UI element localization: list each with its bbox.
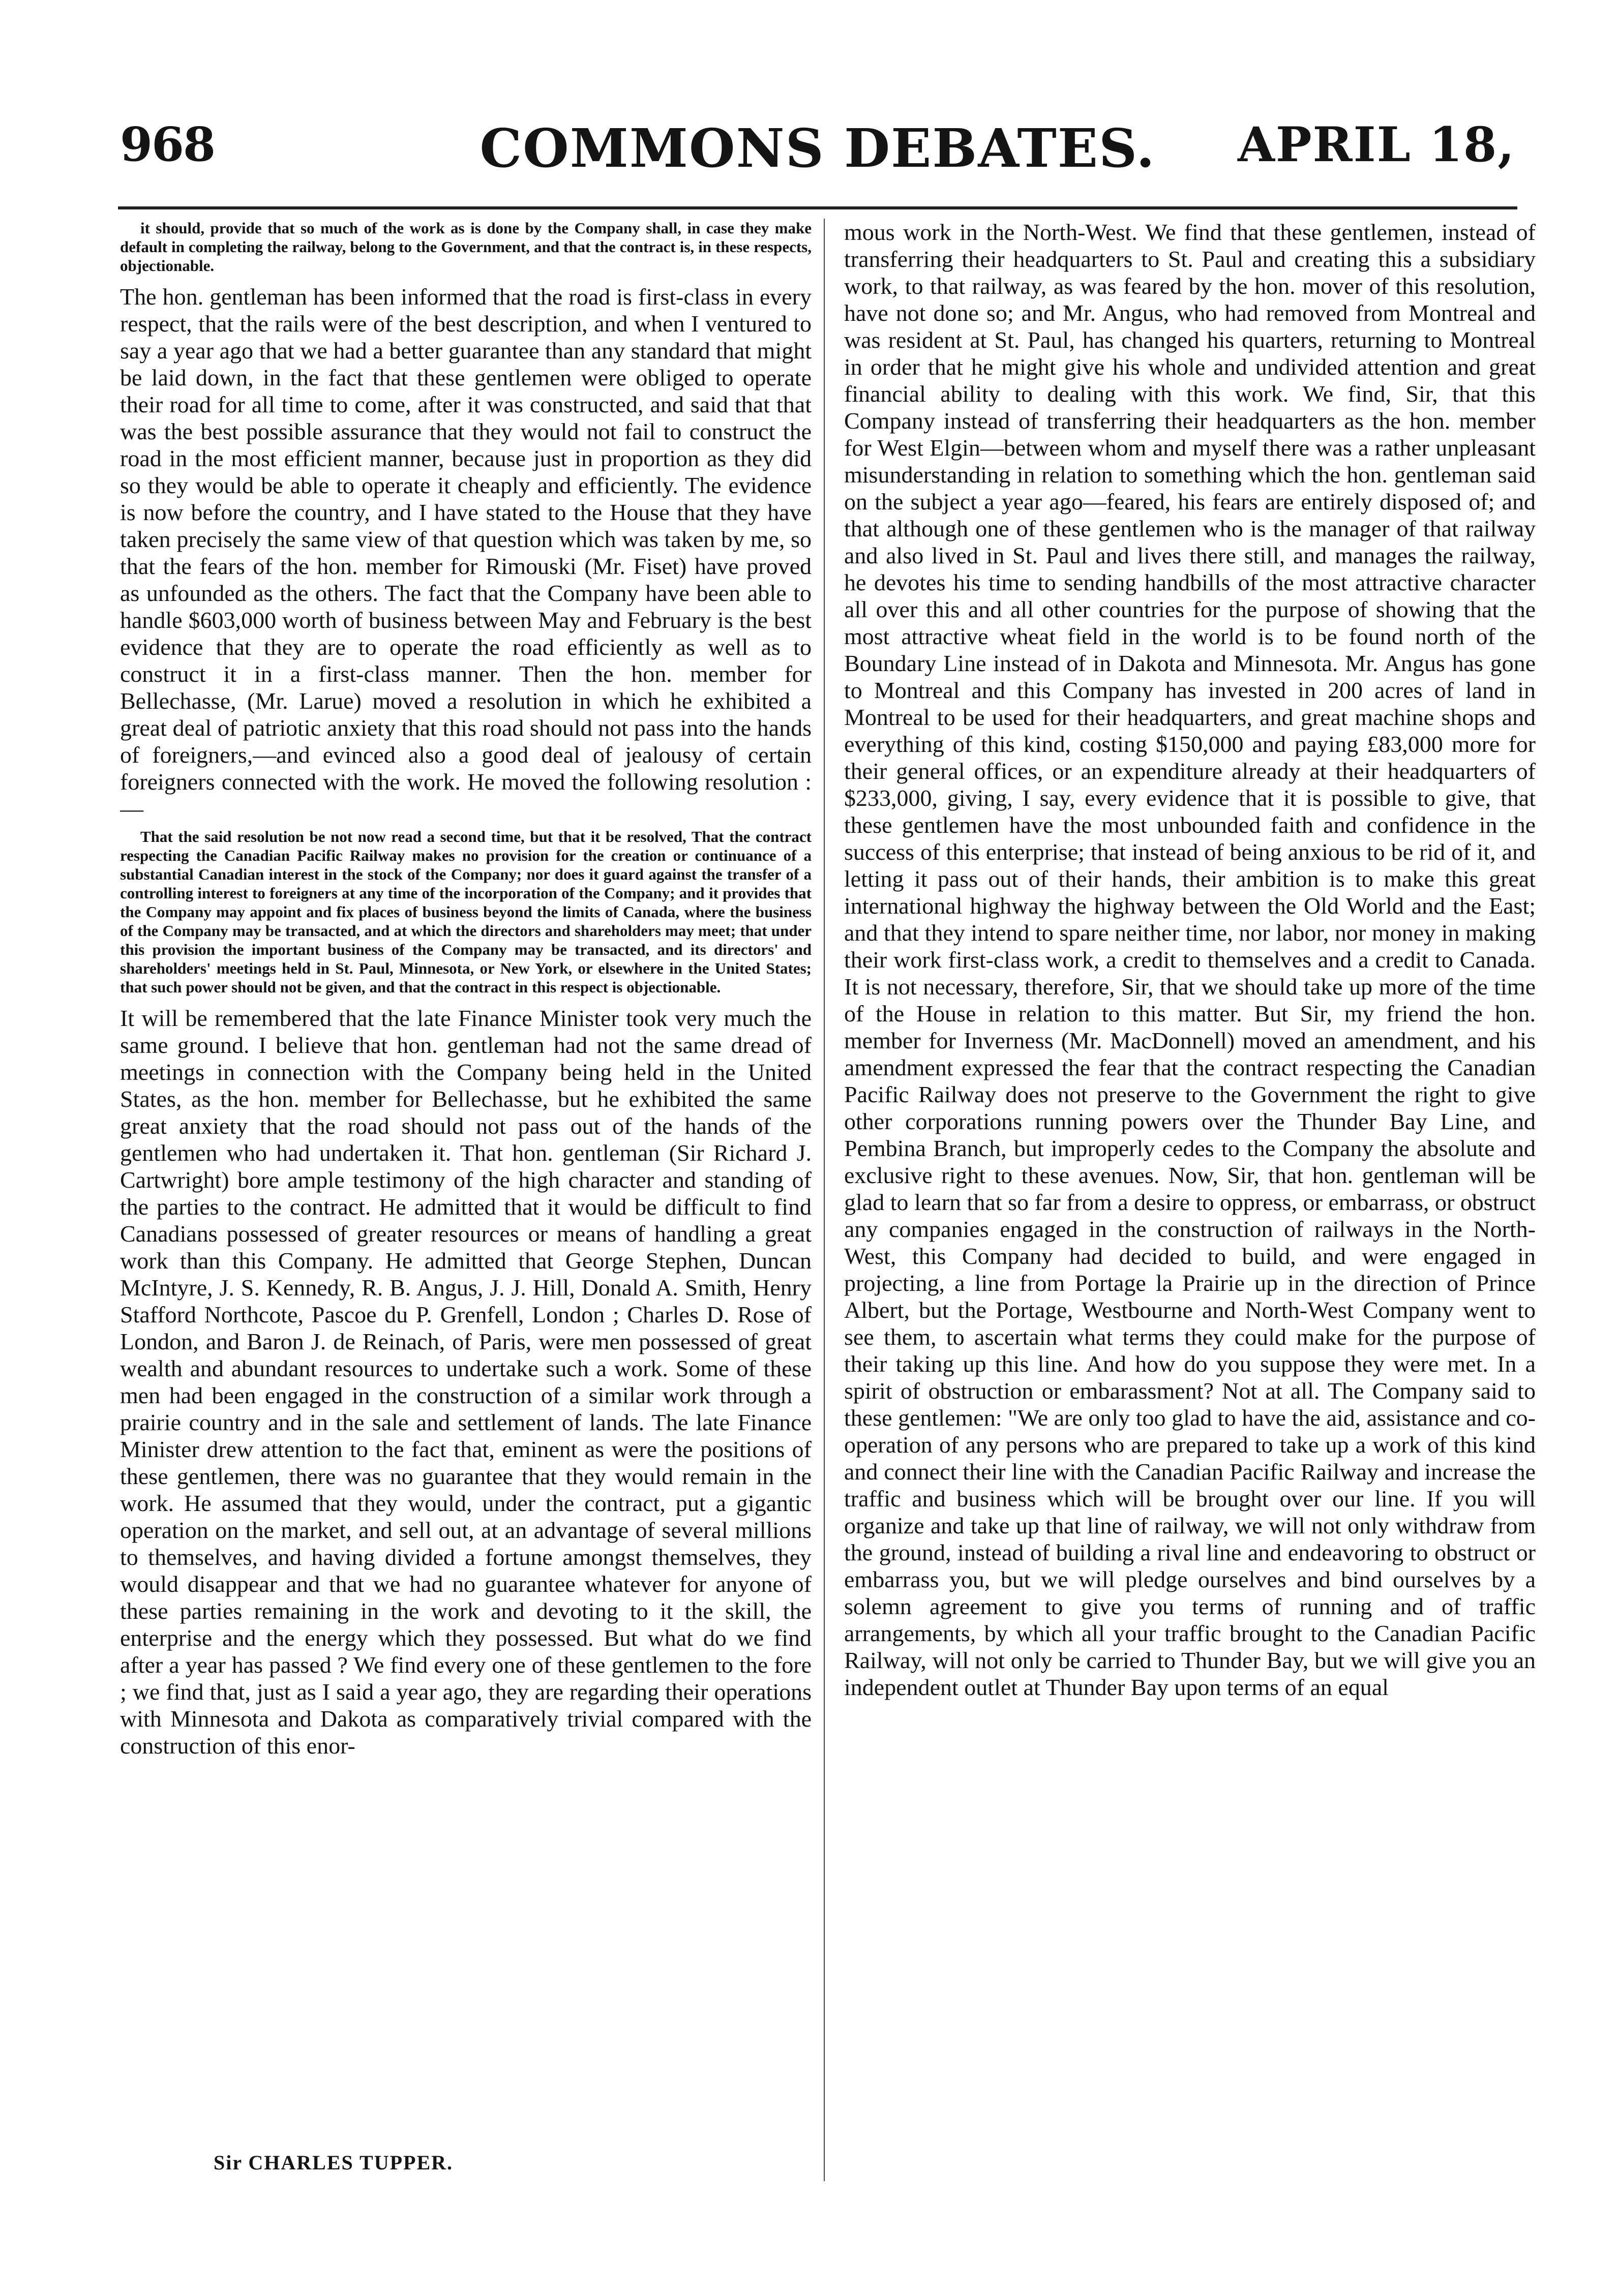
page-date: APRIL 18, [1237,117,1515,173]
page-title: COMMONS DEBATES. [480,117,1156,179]
speaker-label: Sir CHARLES TUPPER. [214,2151,454,2174]
page-number: 968 [120,117,215,172]
right-column [844,219,1536,2151]
paragraph: mous work in the North-West. We find that these gentlemen, instead of transferring their headquarters to St. Paul and creating this a subsidiary work, to that railway, as was feared by the hon. mover of this resolution, have not done so; and Mr. Angus, who had removed from Montreal and was resident at St. Paul, has changed his quarters, returning to Montreal in order that he might give his whole and undivided attention and great financial ability to dealing with this work. We find, Sir, that this Company instead of transferring their headquarters as the hon. member for West Elgin—between whom and myself there was a rather unpleasant misunderstanding in relation to something which the hon. gentleman said on the subject a year ago—feared, his fears are entirely disposed of; and that although one of these gentlemen who is the manager of that railway and also lived in St. Paul and lives there still, and manages the railway, he devotes his time to sending handbills of the most attractive character all over this and all other countries for the purpose of showing that the most attractive wheat field in the world is to be found north of the Boundary Line instead of in Dakota and Minnesota. Mr. Angus has gone to Montreal and this Company has invested in 200 acres of land in Montreal to be used for their headquarters, and great machine shops and everything of this kind, costing $150,000 and paying £83,000 more for their general offices, or an expenditure already at their headquarters of $233,000, giving, I say, every evidence that it is possible to give, that these gentlemen have the most unbounded faith and confidence in the success of this enterprise; that instead of being anxious to be rid of it, and letting it pass out of their hands, their ambition is to make this great international highway the highway between the Old World and the East; and that they intend to spare neither time, nor labor, nor money in making their work first-class work, a credit to themselves and a credit to Canada. It is not necessary, therefore, Sir, that we should take up more of the time of the House in relation to this matter. But Sir, my friend the hon. member for Inverness (Mr. MacDonnell) moved an amendment, and his amendment expressed the fear that the contract respecting the Canadian Pacific Railway does not preserve to the Government the right to give other corporations running powers over the Thunder Bay Line, and Pembina Branch, but improperly cedes to the Company the absolute and exclusive right to these avenues. Now, Sir, that hon. gentleman will be glad to learn that so far from a desire to oppress, or embarrass, or obstruct any companies engaged in the construction of railways in the North-West, this Company had decided to build, and were engaged in projecting, a line from Portage la Prairie up in the direction of Prince Albert, but the Portage, Westbourne and North-West Company went to see them, to ascertain what terms they could make for the purpose of their taking up this line. And how do you suppose they were met. In a spirit of obstruction or embarassment? Not at all. The Company said to these gentlemen: "We are only too glad to have the aid, assistance and co-operation of any persons who are prepared to take up a work of this kind and connect their line with the Canadian Pacific Railway and increase the traffic and business which will be brought over our line. If you will organize and take up that line of railway, we will not only withdraw from the ground, instead of building a rival line and endeavoring to obstruct or embarrass you, but we will pledge ourselves and bind ourselves by a solemn agreement to give you terms of running and of traffic arrangements, by which all your traffic brought to the Canadian Pacific Railway, will not only be carried to Thunder Bay, but we will give you an independent outlet at Thunder Bay upon terms of an equal [844,219,1536,1700]
header-rule [118,206,1517,209]
motion-fragment: it should, provide that so much of the work as is done by the Company shall, in case they make default in completing the railway, belong to the Government, and that the contract is, in these respects, objectionable. [120,219,812,275]
resolution-quote: That the said resolution be not now read a second time, but that it be resolved, That the contract respecting the Canadian Pacific Railway makes no provision for the creation or continuance of a substantial Canadian interest in the stock of the Company; nor does it guard against the transfer of a controlling interest to foreigners at any time of the incorporation of the Company; and it provides that the Company may appoint and fix places of business beyond the limits of Canada, where the business of the Company may be transacted, and at which the directors and shareholders may meet; that under this provision the important business of the Company may be transacted, and its directors' and shareholders' meetings held in St. Paul, Minnesota, or New York, or elsewhere in the United States; that such power should not be given, and that the contract in this respect is objectionable. [120,828,812,996]
page-header [120,117,1515,193]
left-column [120,219,812,2151]
column-divider [824,219,825,2181]
paragraph: The hon. gentleman has been informed that the road is first-class in every respect, that the rails were of the best description, and when I ventured to say a year ago that we had a better guarantee than any standard that might be laid down, in the fact that these gentlemen were obliged to operate their road for all time to come, after it was constructed, and said that that was the best possible assurance that they would not fail to construct the road in the most efficient manner, because just in proportion as they did so they would be able to operate it cheaply and efficiently. The evidence is now before the country, and I have stated to the House that they have taken precisely the same view of that question which was taken by me, so that the fears of the hon. member for Rimouski (Mr. Fiset) have proved as unfounded as the others. The fact that the Company have been able to handle $603,000 worth of business between May and February is the best evidence that they are to operate the road efficiently as well as to construct it in a first-class manner. Then the hon. member for Bellechasse, (Mr. Larue) moved a resolution in which he exhibited a great deal of patriotic anxiety that this road should not pass into the hands of foreigners,—and evinced also a good deal of jealousy of certain foreigners connected with the work. He moved the following resolution :— [120,284,812,822]
paragraph: It will be remembered that the late Finance Minister took very much the same ground. I believe that hon. gentleman had not the same dread of meetings in connection with the Company being held in the United States, as the hon. member for Bellechasse, but he exhibited the same great anxiety that the road should not pass out of the hands of the gentlemen who had undertaken it. That hon. gentleman (Sir Richard J. Cartwright) bore ample testimony of the high character and standing of the parties to the contract. He admitted that it would be difficult to find Canadians possessed of greater resources or means of handling a great work than this Company. He admitted that George Stephen, Duncan McIntyre, J. S. Kennedy, R. B. Angus, J. J. Hill, Donald A. Smith, Henry Stafford Northcote, Pascoe du P. Grenfell, London ; Charles D. Rose of London, and Baron J. de Reinach, of Paris, were men possessed of great wealth and abundant resources to undertake such a work. Some of these men had been engaged in the construction of a similar work through a prairie country and in the sale and settlement of lands. The late Finance Minister drew attention to the fact that, eminent as were the positions of these gentlemen, there was no guarantee that they would remain in the work. He assumed that they would, under the contract, put a gigantic operation on the market, and sell out, at an advantage of several millions to themselves, and having divided a fortune amongst themselves, they would disappear and that we had no guarantee whatever for anyone of these parties remaining in the work and devoting to it the skill, the enterprise and the energy which they possessed. But what do we find after a year has passed ? We find every one of these gentlemen to the fore ; we find that, just as I said a year ago, they are regarding their operations with Minnesota and Dakota as comparatively trivial compared with the construction of this enor- [120,1005,812,1759]
